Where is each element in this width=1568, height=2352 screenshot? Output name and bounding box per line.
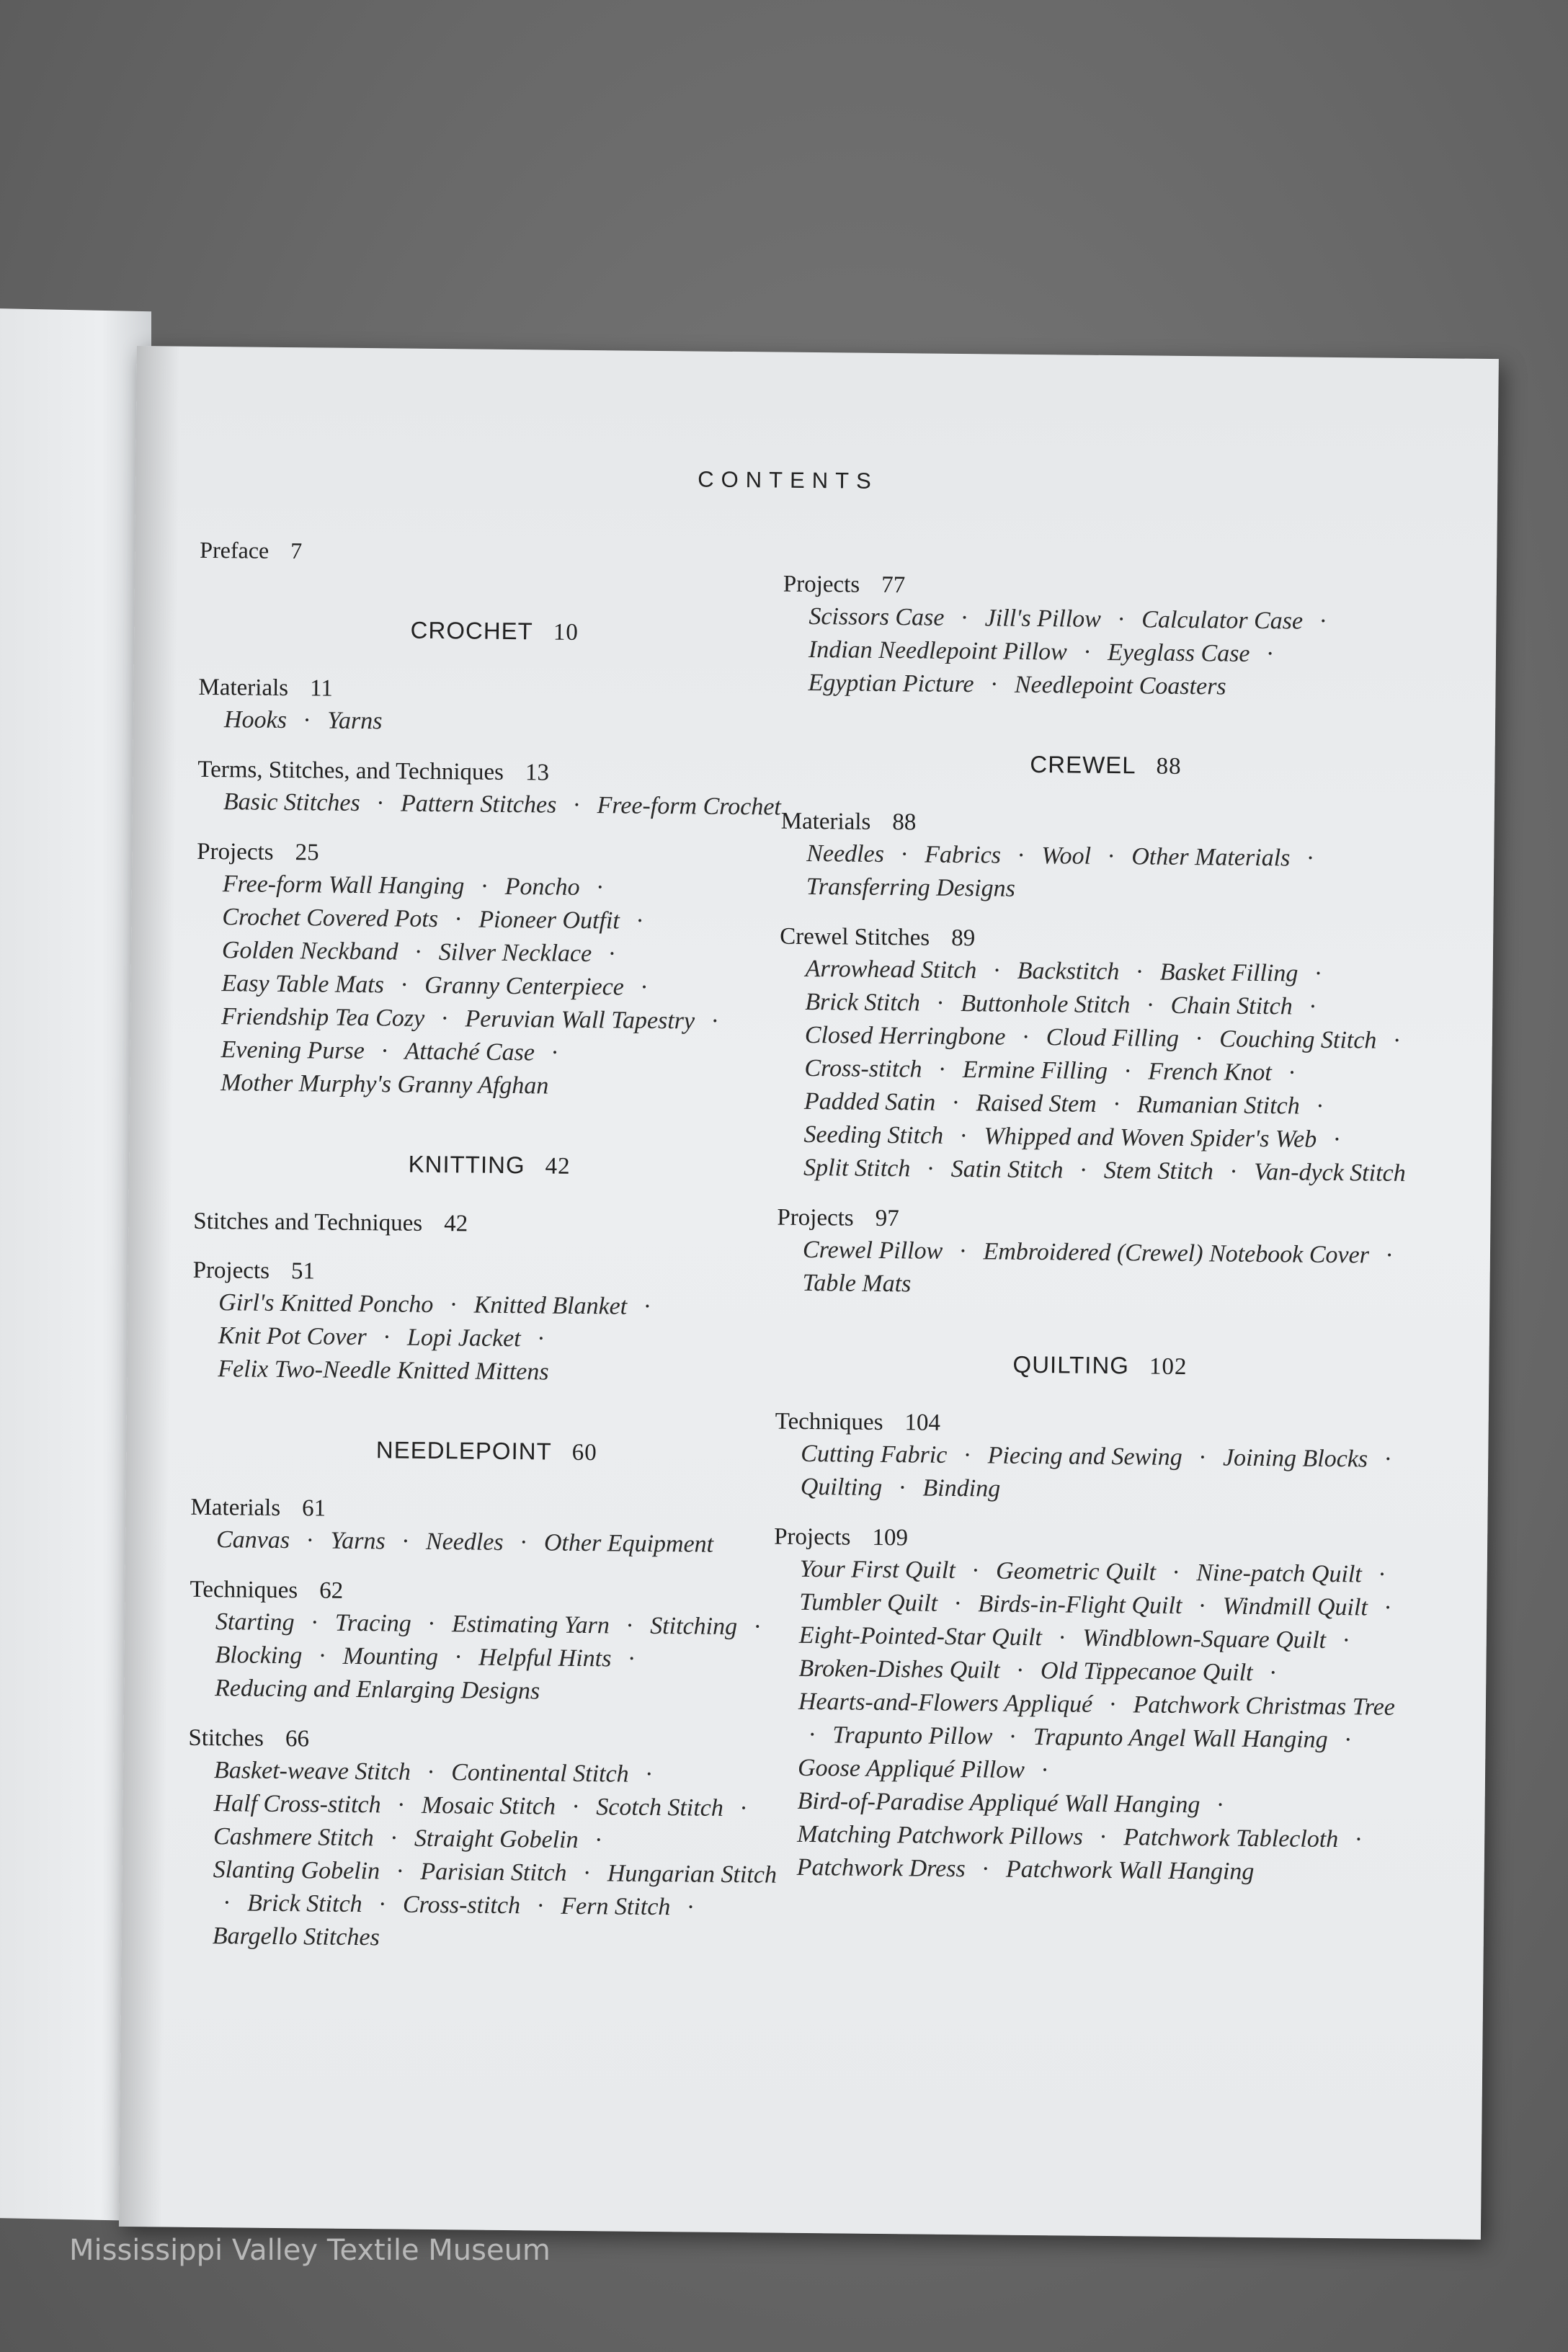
entry-items — [780, 837, 1430, 910]
section-heading — [199, 615, 790, 649]
item-separator: · — [519, 1529, 528, 1556]
entry-item: Arrowhead Stitch — [805, 955, 977, 984]
entry-item: Chain Stitch — [1170, 992, 1293, 1020]
item-separator: · — [971, 1557, 980, 1585]
entry-item: Egyptian Picture — [808, 669, 974, 698]
section-name: KNITTING — [408, 1150, 525, 1179]
item-separator: · — [686, 1894, 695, 1921]
item-separator: · — [900, 841, 909, 868]
entry-page: 97 — [875, 1205, 899, 1232]
toc-entry — [190, 1492, 782, 1562]
section-page: 88 — [1156, 753, 1182, 780]
entry-items — [198, 703, 789, 742]
entry-item: Bargello Stitches — [212, 1923, 380, 1951]
entry-item: Hooks — [223, 706, 288, 734]
entry-item: Table Mats — [802, 1269, 912, 1298]
entry-item: Other Equipment — [543, 1529, 714, 1558]
entry-item: Old Tippecanoe Quilt — [1040, 1657, 1253, 1686]
entry-item: Indian Needlepoint Pillow — [808, 636, 1068, 666]
item-separator: · — [1041, 1757, 1049, 1784]
entry-item: Jill's Pillow — [984, 605, 1102, 633]
contents-title: CONTENTS — [698, 466, 878, 494]
toc-entry — [195, 836, 788, 1105]
entry-page: 89 — [951, 925, 976, 952]
entry-item: Knit Pot Cover — [218, 1322, 367, 1351]
entry-item: Cutting Fabric — [801, 1440, 948, 1469]
item-separator: · — [808, 1721, 817, 1749]
entry-item: Canvas — [215, 1526, 290, 1554]
item-separator: · — [960, 604, 969, 632]
entry-label: Stitches and Techniques — [193, 1208, 423, 1237]
entry-item: French Knot — [1148, 1058, 1273, 1087]
entry-label: Terms, Stitches, and Techniques — [197, 756, 504, 785]
item-separator: · — [1117, 606, 1126, 633]
entry-item: Peruvian Wall Tapestry — [465, 1005, 695, 1035]
entry-item: Girl's Knitted Poncho — [218, 1289, 434, 1319]
item-separator: · — [1083, 638, 1092, 666]
item-separator: · — [992, 957, 1002, 984]
item-separator: · — [1058, 1624, 1066, 1652]
item-separator: · — [1198, 1592, 1207, 1620]
section-page: 60 — [571, 1439, 597, 1466]
toc-entry — [189, 1574, 781, 1711]
entry-item: Cloud Filling — [1046, 1024, 1180, 1052]
entry-item: Granny Centerpiece — [424, 971, 625, 1001]
entry-item: Pioneer Outfit — [478, 906, 620, 935]
item-separator: · — [376, 790, 385, 817]
entry-items — [190, 1523, 781, 1562]
entry-item: Satin Stitch — [950, 1155, 1064, 1184]
item-separator: · — [572, 791, 582, 819]
entry-item: Cashmere Stitch — [213, 1823, 374, 1852]
item-separator: · — [1229, 1158, 1238, 1185]
entry-item: Patchwork Christmas Tree — [1133, 1691, 1396, 1721]
entry-label: Stitches — [188, 1724, 264, 1752]
toc-entry — [771, 1521, 1423, 1891]
entry-item: Free-form Wall Hanging — [222, 870, 465, 900]
section-name: NEEDLEPOINT — [375, 1436, 552, 1465]
entry-page: 109 — [872, 1524, 909, 1551]
entry-item: Couching Stitch — [1219, 1025, 1377, 1054]
entry-page: 66 — [285, 1726, 310, 1752]
entry-item: Transferring Designs — [806, 873, 1016, 902]
entry-item: Geometric Quilt — [995, 1557, 1157, 1586]
item-separator: · — [627, 1645, 636, 1672]
entry-item: Raised Stem — [976, 1090, 1097, 1118]
item-separator: · — [1342, 1627, 1351, 1654]
entry-item: Matching Patchwork Pillows — [797, 1820, 1084, 1850]
item-separator: · — [1378, 1561, 1386, 1588]
entry-page: 77 — [881, 571, 906, 599]
entry-item: Ermine Filling — [962, 1056, 1108, 1084]
entry-label: Projects — [777, 1204, 854, 1231]
entry-item: Estimating Yarn — [451, 1611, 610, 1639]
entry-item: Starting — [215, 1608, 295, 1636]
item-separator: · — [1107, 842, 1116, 870]
entry-item: Joining Blocks — [1222, 1444, 1368, 1473]
entry-item: Quilting — [800, 1473, 883, 1501]
entry-item: Basket-weave Stitch — [213, 1757, 411, 1786]
entry-item: Closed Herringbone — [804, 1021, 1006, 1051]
entry-item: Whipped and Woven Spider's Web — [984, 1123, 1317, 1153]
item-separator: · — [1316, 1092, 1324, 1120]
item-separator: · — [303, 707, 311, 734]
entry-item: Windblown-Square Quilt — [1082, 1624, 1327, 1654]
entry-label: Crewel Stitches — [780, 923, 930, 951]
item-separator: · — [644, 1760, 654, 1788]
item-separator: · — [595, 874, 605, 901]
item-separator: · — [536, 1892, 545, 1920]
entry-label: Projects — [197, 838, 274, 865]
entry-item: Binding — [922, 1474, 1001, 1502]
entry-item: Piecing and Sewing — [987, 1442, 1182, 1471]
section-page: 102 — [1149, 1353, 1188, 1381]
entry-label: Techniques — [190, 1576, 298, 1604]
item-separator: · — [1008, 1723, 1017, 1750]
entry-item: Crochet Covered Pots — [222, 904, 439, 933]
item-separator: · — [571, 1793, 580, 1820]
item-separator: · — [440, 1005, 450, 1033]
preface-label: Preface — [200, 536, 270, 564]
item-separator: · — [310, 1609, 319, 1636]
item-separator: · — [1108, 1691, 1118, 1719]
book-page — [119, 346, 1499, 2240]
item-separator: · — [1314, 960, 1323, 987]
item-separator: · — [318, 1642, 327, 1670]
entry-label: Projects — [783, 571, 860, 598]
entry-item: Continental Stitch — [451, 1759, 629, 1788]
museum-watermark: Mississippi Valley Textile Museum — [69, 2234, 551, 2267]
item-separator: · — [1135, 958, 1144, 986]
entry-page: 104 — [904, 1409, 941, 1436]
entry-item: Calculator Case — [1141, 606, 1304, 635]
entry-item: Stitching — [650, 1612, 738, 1641]
entry-item: Reducing and Enlarging Designs — [214, 1675, 540, 1705]
item-separator: · — [1354, 1826, 1363, 1853]
item-separator: · — [396, 1791, 406, 1819]
entry-item: Trapunto Pillow — [832, 1721, 993, 1750]
item-separator: · — [1309, 993, 1317, 1020]
item-separator: · — [1172, 1559, 1181, 1586]
item-separator: · — [1099, 1823, 1108, 1851]
entry-heading — [192, 1255, 783, 1292]
item-separator: · — [1343, 1727, 1353, 1754]
entry-item: Needles — [425, 1528, 504, 1556]
entry-page: 42 — [444, 1211, 468, 1237]
entry-items — [189, 1605, 780, 1711]
section-page: 10 — [553, 619, 579, 646]
entry-item: Half Cross-stitch — [213, 1790, 381, 1819]
entry-item: Brick Stitch — [805, 988, 921, 1017]
entry-heading — [197, 754, 788, 791]
entry-item: Hungarian Stitch — [607, 1860, 778, 1889]
toc-entry — [198, 672, 790, 742]
section-name: QUILTING — [1012, 1350, 1130, 1379]
right-sections — [771, 749, 1430, 1891]
entry-item: Other Materials — [1131, 843, 1291, 872]
item-separator: · — [959, 1123, 968, 1150]
entry-item: Yarns — [330, 1527, 386, 1555]
item-separator: · — [396, 1858, 405, 1885]
item-separator: · — [898, 1474, 907, 1502]
entry-item: Scotch Stitch — [596, 1794, 724, 1822]
entry-item: Mounting — [342, 1642, 439, 1671]
entry-label: Techniques — [775, 1408, 883, 1436]
entry-item: Attaché Case — [404, 1038, 535, 1066]
item-separator: · — [1015, 1657, 1025, 1684]
section-heading — [191, 1435, 782, 1469]
item-separator: · — [926, 1155, 935, 1182]
entry-item: Straight Gobelin — [414, 1825, 579, 1853]
entry-item: Trapunto Angel Wall Hanging — [1033, 1724, 1328, 1753]
item-separator: · — [710, 1007, 720, 1035]
entry-heading — [197, 836, 788, 873]
entry-item: Fabrics — [925, 841, 1002, 869]
entry-item: Wool — [1041, 842, 1092, 870]
entry-item: Tracing — [334, 1609, 411, 1637]
entry-item: Windmill Quilt — [1222, 1592, 1368, 1621]
item-separator: · — [739, 1795, 748, 1822]
entry-item: Friendship Tea Cozy — [220, 1003, 425, 1032]
entry-item: Cross-stitch — [804, 1054, 922, 1083]
item-separator: · — [937, 1056, 947, 1083]
entry-heading — [188, 1722, 779, 1760]
entry-item: Buttonhole Stitch — [961, 990, 1131, 1019]
entry-item: Golden Neckband — [221, 937, 398, 966]
item-separator: · — [951, 1089, 961, 1117]
preface-entry — [200, 534, 790, 571]
item-separator: · — [1384, 1594, 1392, 1621]
toc-entry — [776, 1202, 1425, 1306]
entry-item: Your First Quilt — [799, 1555, 956, 1584]
entry-item: Yarns — [327, 707, 383, 735]
item-separator: · — [981, 1856, 990, 1883]
entry-heading — [193, 1206, 784, 1243]
entry-item: Brick Stitch — [246, 1889, 362, 1918]
toc-entry — [778, 921, 1428, 1191]
entry-item: Rumanian Stitch — [1136, 1091, 1300, 1120]
item-separator: · — [1392, 1027, 1402, 1054]
entry-item: Patchwork Tablecloth — [1123, 1824, 1339, 1853]
item-separator: · — [1288, 1059, 1296, 1087]
entry-heading — [190, 1574, 780, 1611]
toc-entry — [780, 806, 1430, 910]
entry-item: Knitted Blanket — [473, 1291, 628, 1320]
item-separator: · — [449, 1291, 458, 1319]
section-heading — [781, 749, 1430, 783]
entry-heading — [190, 1492, 781, 1529]
entry-item: Backstitch — [1017, 957, 1120, 986]
entry-item: Mother Murphy's Granny Afghan — [220, 1069, 549, 1100]
item-separator: · — [1265, 641, 1275, 668]
item-separator: · — [953, 1590, 963, 1618]
entry-item: Helpful Hints — [478, 1644, 612, 1672]
item-separator: · — [753, 1613, 762, 1641]
item-separator: · — [427, 1758, 435, 1786]
entry-item: Needlepoint Coasters — [1014, 671, 1226, 700]
item-separator: · — [537, 1325, 545, 1353]
entry-item: Split Stitch — [803, 1154, 911, 1182]
item-separator: · — [1332, 1126, 1342, 1154]
item-separator: · — [1017, 842, 1026, 869]
entry-items — [197, 785, 788, 824]
entry-item: Padded Satin — [803, 1087, 936, 1116]
entry-item: Embroidered (Crewel) Notebook Cover — [983, 1238, 1370, 1269]
item-separator: · — [636, 907, 644, 935]
entry-items — [192, 1286, 783, 1391]
section-page: 42 — [545, 1153, 571, 1180]
right-column — [770, 569, 1432, 1908]
toc-entry — [192, 1255, 784, 1391]
item-separator: · — [1268, 1660, 1278, 1687]
toc-entry — [193, 1206, 784, 1243]
right-top-entry — [782, 569, 1432, 706]
entry-item: Stem Stitch — [1103, 1157, 1214, 1185]
item-separator: · — [1319, 607, 1328, 635]
item-separator: · — [989, 671, 999, 698]
item-separator: · — [607, 940, 617, 968]
section-heading — [194, 1149, 785, 1182]
item-separator: · — [1385, 1242, 1394, 1269]
entry-items — [187, 1754, 780, 1959]
entry-item: Basket Filling — [1159, 958, 1298, 987]
entry-item: Silver Necklace — [438, 939, 592, 968]
item-separator: · — [223, 1889, 231, 1917]
entry-item: Patchwork Dress — [796, 1853, 966, 1883]
entry-items — [195, 868, 788, 1105]
toc-entry — [782, 569, 1432, 706]
entry-item: Patchwork Wall Hanging — [1005, 1856, 1255, 1885]
item-separator: · — [1195, 1025, 1203, 1053]
entry-item: Poncho — [504, 873, 580, 901]
item-separator: · — [936, 989, 945, 1017]
entry-label: Projects — [192, 1257, 270, 1284]
entry-item: Felix Two-Needle Knitted Mittens — [218, 1355, 549, 1386]
item-separator: · — [958, 1238, 968, 1265]
entry-items — [778, 953, 1428, 1191]
entry-item: Birds-in-Flight Quilt — [978, 1590, 1182, 1620]
entry-page: 62 — [319, 1577, 344, 1604]
entry-items — [782, 600, 1431, 706]
item-separator: · — [1079, 1157, 1088, 1184]
item-separator: · — [1113, 1091, 1121, 1118]
toc-entry — [187, 1722, 780, 1959]
entry-item: Nine-patch Quilt — [1196, 1559, 1362, 1588]
entry-item: Eyeglass Case — [1107, 638, 1250, 667]
toc-entry — [197, 754, 789, 824]
entry-item: Free-form Crochet — [597, 792, 782, 821]
item-separator: · — [1384, 1446, 1393, 1473]
entry-item: Bird-of-Paradise Appliqué Wall Hanging — [797, 1787, 1200, 1819]
entry-page: 11 — [309, 675, 334, 702]
preface-page: 7 — [290, 538, 303, 564]
entry-label: Materials — [198, 674, 289, 702]
left-sections — [187, 615, 790, 1959]
entry-item: Seeding Stitch — [803, 1121, 944, 1149]
entry-page: 51 — [290, 1258, 316, 1285]
entry-item: Lopi Jacket — [406, 1324, 521, 1353]
entry-items — [775, 1438, 1424, 1510]
item-separator: · — [963, 1442, 972, 1469]
item-separator: · — [400, 971, 409, 999]
entry-item: Easy Table Mats — [221, 970, 385, 999]
item-separator: · — [640, 974, 649, 1001]
item-separator: · — [1216, 1791, 1225, 1819]
item-separator: · — [594, 1827, 603, 1854]
section-name: CROCHET — [410, 616, 533, 645]
entry-item: Cross-stitch — [402, 1891, 521, 1920]
entry-item: Hearts-and-Flowers Appliqué — [798, 1688, 1093, 1718]
entry-items — [771, 1553, 1422, 1891]
entry-item: Eight-Pointed-Star Quilt — [798, 1621, 1043, 1652]
entry-item: Scissors Case — [808, 602, 945, 631]
item-separator: · — [582, 1860, 592, 1887]
entry-item: Evening Purse — [220, 1036, 365, 1065]
item-separator: · — [480, 873, 489, 900]
entry-page: 25 — [295, 839, 319, 866]
entry-item: Slanting Gobelin — [213, 1856, 380, 1885]
item-separator: · — [551, 1039, 559, 1066]
item-separator: · — [378, 1891, 387, 1918]
section-heading — [775, 1349, 1424, 1384]
item-separator: · — [306, 1527, 315, 1554]
item-separator: · — [1198, 1444, 1207, 1471]
entry-item: Goose Appliqué Pillow — [797, 1754, 1025, 1783]
entry-label: Projects — [774, 1523, 851, 1551]
entry-item: Crewel Pillow — [802, 1236, 943, 1265]
entry-heading — [198, 672, 789, 709]
item-separator: · — [390, 1825, 398, 1852]
entry-label: Materials — [190, 1494, 281, 1521]
entry-items — [776, 1234, 1425, 1306]
item-separator: · — [380, 1038, 389, 1065]
entry-item: Needles — [806, 839, 885, 868]
item-separator: · — [454, 1644, 463, 1671]
entry-item: Fern Stitch — [561, 1892, 671, 1921]
entry-item: Parisian Stitch — [420, 1858, 567, 1886]
item-separator: · — [1123, 1058, 1132, 1085]
item-separator: · — [401, 1528, 410, 1555]
item-separator: · — [1146, 992, 1155, 1019]
entry-item: Tumbler Quilt — [799, 1588, 938, 1617]
item-separator: · — [427, 1610, 436, 1638]
item-separator: · — [643, 1293, 652, 1320]
entry-item: Broken-Dishes Quilt — [798, 1654, 1000, 1684]
entry-label: Materials — [780, 808, 871, 835]
entry-item: Pattern Stitches — [400, 790, 557, 819]
item-separator: · — [1306, 845, 1315, 872]
left-column — [186, 534, 790, 1976]
entry-item: Blocking — [215, 1642, 303, 1670]
entry-page: 88 — [892, 809, 917, 836]
entry-item: Mosaic Stitch — [421, 1791, 556, 1820]
entry-item: Basic Stitches — [223, 788, 360, 817]
entry-item: Van-dyck Stitch — [1254, 1158, 1406, 1187]
entry-page: 61 — [301, 1495, 326, 1522]
section-name: CREWEL — [1030, 750, 1136, 779]
item-separator: · — [414, 938, 423, 966]
toc-entry — [775, 1406, 1424, 1510]
entry-page: 13 — [525, 760, 550, 786]
item-separator: · — [454, 906, 463, 933]
item-separator: · — [625, 1612, 634, 1639]
item-separator: · — [1021, 1023, 1030, 1051]
item-separator: · — [383, 1324, 391, 1351]
